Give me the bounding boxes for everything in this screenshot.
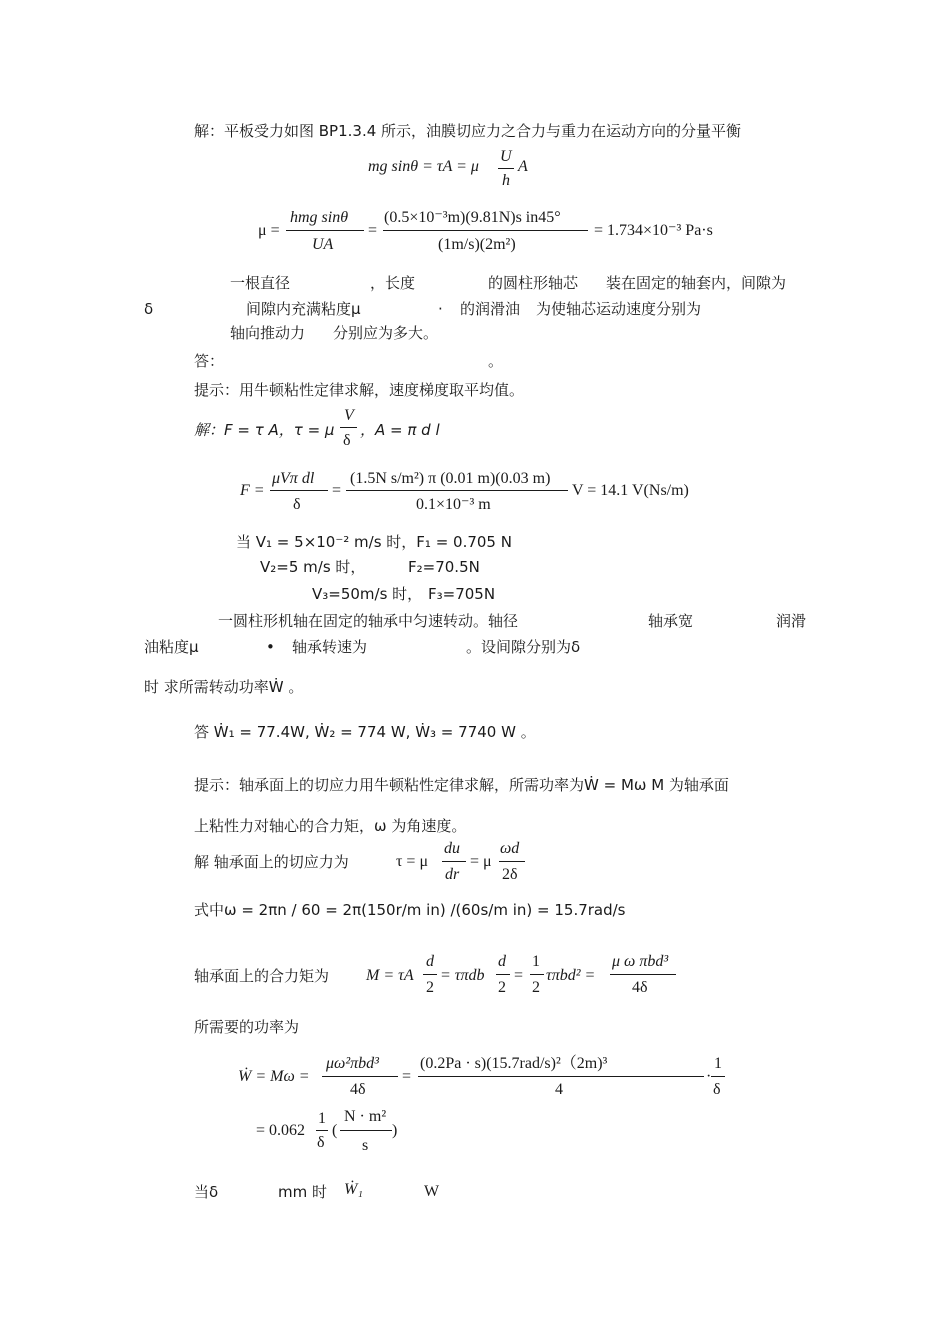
eq1-den: h <box>502 172 510 189</box>
power2-ud: s <box>362 1137 369 1154</box>
eq2-eq: = <box>368 222 378 239</box>
f-eq: = <box>332 482 342 499</box>
case-3: V₃=50m/s 时， <box>312 585 423 603</box>
q3-text-g: 时 求所需转动功率Ẇ 。 <box>144 678 304 696</box>
power-lhs: Ẇ = Mω = <box>238 1068 310 1085</box>
q3-dot: • <box>266 638 275 656</box>
f-den2: 0.1×10⁻³ m <box>416 496 491 513</box>
power-d3: δ <box>713 1081 721 1098</box>
q2-text-c: 的圆柱形轴芯 <box>488 274 579 292</box>
torque-m3: = <box>514 967 524 984</box>
torque-d1: 2 <box>426 979 434 996</box>
power-label: 所需要的功率为 <box>194 1018 300 1036</box>
q2-text-b: ，长度 <box>370 274 416 292</box>
q3-sol-n1: du <box>444 840 460 857</box>
q3-sol-bar1 <box>442 861 466 862</box>
torque-m4: τπbd² = <box>546 967 596 984</box>
q2-sol-pre: 解：F = τ A，τ = μ <box>194 421 335 439</box>
solution-intro: 解：平板受力如图 BP1.3.4 所示，油膜切应力之合力与重力在运动方向的分量平衡 <box>194 122 742 140</box>
torque-bar4 <box>610 974 676 975</box>
q3-text-d: 油粘度μ <box>144 638 199 656</box>
torque-d4: 4δ <box>632 979 648 996</box>
q2-dot: · <box>438 300 443 318</box>
f-den: δ <box>293 496 301 513</box>
power2-d: δ <box>317 1134 325 1151</box>
q2-text-g: 为使轴芯运动速度分别为 <box>536 300 702 318</box>
eq2-result: = 1.734×10⁻³ Pa·s <box>594 222 713 239</box>
power-bar3 <box>711 1076 725 1077</box>
q3-sol-bar2 <box>499 861 525 862</box>
power2-rparen: ) <box>392 1122 398 1139</box>
eq1-lhs: mg sinθ = τA = μ <box>368 158 479 175</box>
power2-lhs: = 0.062 <box>256 1122 306 1139</box>
q3-answer: 答 Ẇ₁ = 77.4W, Ẇ₂ = 774 W, Ẇ₃ = 7740 W 。 <box>194 723 536 741</box>
q2-text-e: 间隙内充满粘度μ <box>246 300 361 318</box>
power2-unit-bar <box>340 1130 392 1131</box>
power2-lparen: ( <box>332 1122 338 1139</box>
q3-sol-d2: 2δ <box>502 866 518 883</box>
f-bar2 <box>346 490 568 491</box>
torque-d3: 2 <box>532 979 540 996</box>
torque-n4: μ ω πbd³ <box>612 953 669 970</box>
q2-text-h: 轴向推动力 <box>230 324 306 342</box>
torque-bar1 <box>423 974 437 975</box>
eq2-bar1 <box>286 230 364 231</box>
power-bar2 <box>418 1076 704 1077</box>
q2-sol-den: δ <box>343 432 351 449</box>
power-d2: 4 <box>555 1081 563 1098</box>
f-result: V = 14.1 V(Ns/m) <box>572 482 689 499</box>
eq2-mu: μ = <box>258 222 280 239</box>
power2-un: N · m² <box>344 1108 387 1125</box>
torque-n3: 1 <box>532 953 540 970</box>
power-dot: · <box>706 1068 712 1085</box>
power-n3: 1 <box>714 1055 722 1072</box>
power2-bar <box>316 1130 328 1131</box>
case-1: 当 V₁ = 5×10⁻² m/s 时，F₁ = 0.705 N <box>236 533 512 551</box>
q3-sol-eq: τ = μ <box>396 853 429 870</box>
eq2-den2: (1m/s)(2m²) <box>438 236 516 253</box>
q2-delta: δ <box>144 300 154 318</box>
eq1-num: U <box>500 148 512 165</box>
torque-n2: d <box>498 953 506 970</box>
q2-sol-post: ，A = π d l <box>360 421 440 439</box>
last-b: mm 时 <box>278 1183 327 1201</box>
f-bar1 <box>270 490 328 491</box>
power-d1: 4δ <box>350 1081 366 1098</box>
q3-sol-d1: dr <box>445 866 460 883</box>
torque-m: M = τA <box>366 967 414 984</box>
torque-m2: = τπdb <box>440 967 485 984</box>
q2-answer: 答： <box>194 352 225 370</box>
torque-n1: d <box>426 953 434 970</box>
last-c: Ẇ₁ <box>344 1181 363 1198</box>
torque-bar3 <box>530 974 544 975</box>
q3-text-a: 一圆柱形机轴在固定的轴承中匀速转动。轴径 <box>218 612 519 630</box>
q3-hint-2: 上粘性力对轴心的合力矩，ω 为角速度。 <box>194 817 467 835</box>
power-eq: = <box>402 1068 412 1085</box>
f-num2: (1.5N s/m²) π (0.01 m)(0.03 m) <box>350 470 551 487</box>
f-lhs: F = <box>240 482 265 499</box>
q3-text-f: 。设间隙分别为δ <box>466 638 581 656</box>
case-2: V₂=5 m/s 时， <box>260 558 366 576</box>
q3-text-c: 润滑 <box>776 612 807 630</box>
q3-sol-eq2: = μ <box>470 853 492 870</box>
q2-answer-end: 。 <box>488 352 504 370</box>
case-3-force: F₃=705N <box>428 585 496 603</box>
torque-bar2 <box>496 974 510 975</box>
eq2-den: UA <box>312 236 334 253</box>
eq1-tail: A <box>518 158 528 175</box>
q3-text-b: 轴承宽 <box>648 612 694 630</box>
q2-hint: 提示：用牛顿粘性定律求解，速度梯度取平均值。 <box>194 381 525 399</box>
torque-d2: 2 <box>498 979 506 996</box>
omega-line: 式中ω = 2πn / 60 = 2π(150r/m in) /(60s/m in) = 15.7rad/s <box>194 901 626 919</box>
q3-sol-label: 解 轴承面上的切应力为 <box>194 853 349 871</box>
eq2-bar2 <box>383 230 588 231</box>
f-num: μVπ dl <box>272 470 315 487</box>
q2-sol-bar <box>340 427 357 428</box>
eq2-num: hmg sinθ <box>290 209 349 226</box>
q2-sol-num: V <box>344 407 354 424</box>
torque-label: 轴承面上的合力矩为 <box>194 967 330 985</box>
q3-text-e: 轴承转速为 <box>292 638 368 656</box>
q2-text-i: 分别应为多大。 <box>333 324 439 342</box>
q3-sol-n2: ωd <box>500 840 520 857</box>
eq1-fraction-bar <box>498 168 514 169</box>
power-bar1 <box>322 1076 398 1077</box>
last-a: 当δ <box>194 1183 219 1201</box>
eq2-num2: (0.5×10⁻³m)(9.81N)s in45° <box>384 209 561 226</box>
power2-n: 1 <box>318 1110 326 1127</box>
q3-hint-1: 提示：轴承面上的切应力用牛顿粘性定律求解，所需功率为Ẇ = Mω M 为轴承面 <box>194 776 729 794</box>
q2-text-f: 的润滑油 <box>460 300 521 318</box>
power-n1: μω²πbd³ <box>326 1055 379 1072</box>
q2-text-d: 装在固定的轴套内，间隙为 <box>606 274 787 292</box>
last-d: W <box>424 1183 440 1200</box>
case-2-force: F₂=70.5N <box>408 558 480 576</box>
q2-text-a: 一根直径 <box>230 274 291 292</box>
power-n2: (0.2Pa · s)(15.7rad/s)²（2m)³ <box>420 1055 608 1072</box>
